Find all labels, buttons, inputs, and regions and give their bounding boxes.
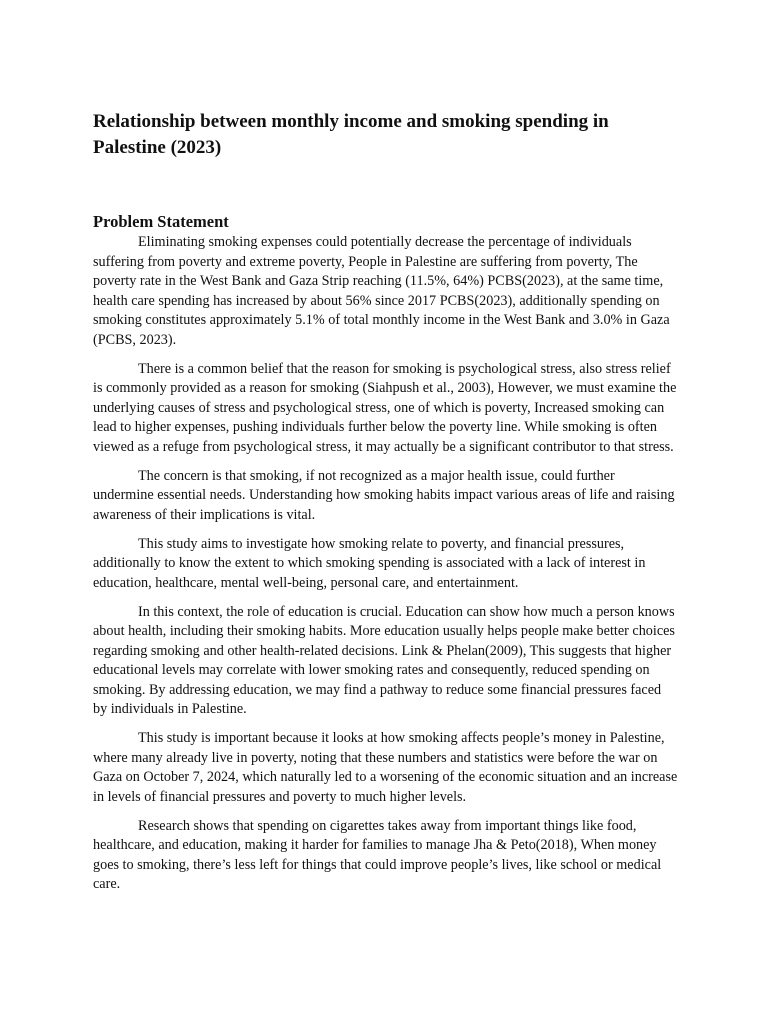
paragraph-line: poverty, Increased smoking can lead to higher expenses, pushing individuals further below: [93, 399, 665, 435]
paragraph-line: monthly income in the West Bank and 3.0% in Gaza (PCBS, 2023).: [93, 312, 670, 348]
paragraph-line: Palestine, where many already live in poverty, noting that these numbers and statistics were: [93, 730, 665, 766]
paragraph-line: Research shows that spending on cigarettes takes away from important things like: [138, 817, 604, 834]
body-paragraph: [93, 535, 678, 594]
paragraph-line: before the war on Gaza on October 7, 2024, which naturally led to a worsening of the: [93, 749, 658, 785]
document-title: [93, 109, 678, 161]
paragraph-line: additionally to know the extent to which smoking spending is associated with a lack of: [93, 555, 586, 571]
paragraph-line: individuals suffering from poverty and extreme poverty, People in Palestine are suffering: [93, 234, 632, 270]
paragraph-line: PCBS(2023), at the same time, health care spending has increased by about 56% since 2017: [93, 273, 664, 309]
body-paragraph: [93, 603, 678, 720]
paragraph-line: and raising awareness of their implications is vital.: [93, 487, 675, 523]
body-paragraph: [93, 817, 678, 895]
body-paragraph: [93, 360, 678, 458]
body-paragraphs: [93, 233, 678, 895]
document-title-line-2: Palestine (2023): [93, 137, 222, 158]
paragraph-line: we must examine the underlying causes of stress and psychological stress, one of which is: [93, 380, 677, 416]
paragraph-line: interest in education, healthcare, mental well-being, personal care, and entertainment.: [93, 555, 646, 591]
paragraph-line: This study aims to investigate how smoking relate to poverty, and financial pressures,: [138, 535, 625, 552]
paragraph-line: Phelan(2009), This suggests that higher educational levels may correlate with lower smoking: [93, 642, 672, 678]
paragraph-line: stress relief is commonly provided as a reason for smoking (Siahpush et al., 2003), However,: [93, 360, 671, 396]
paragraph-line: like school or medical care.: [93, 856, 662, 892]
paragraph-line: undermine essential needs. Understanding how smoking habits impact various areas of life: [93, 487, 609, 503]
paragraph-line: When money goes to smoking, there’s less left for things that could improve people’s lives,: [93, 837, 657, 873]
section-heading-problem-statement: Problem Statement: [93, 212, 229, 231]
paragraph-line: from poverty, The poverty rate in the West Bank and Gaza Strip reaching (11.5%, 64%): [93, 253, 638, 289]
document-page: [93, 109, 678, 904]
paragraph-line: people make better choices regarding smoking and other health-related decisions. Link &: [93, 623, 675, 659]
body-paragraph: [93, 467, 678, 526]
paragraph-line: Eliminating smoking expenses could potentially decrease the percentage of: [138, 234, 566, 250]
body-paragraph: [93, 729, 678, 807]
paragraph-line: higher levels.: [389, 788, 467, 805]
paragraph-line: economic situation and an increase in levels of financial pressures and poverty to much: [93, 769, 678, 805]
paragraph-line: PCBS(2023), additionally spending on smoking constitutes approximately 5.1% of total: [93, 292, 660, 328]
paragraph-line: person knows about health, including their smoking habits. More education usually helps: [93, 603, 675, 639]
paragraph-line: rates and consequently, reduced spending on smoking. By addressing education, we may find: [93, 662, 650, 698]
paragraph-line: This study is important because it looks at how smoking affects people’s money in: [138, 730, 607, 746]
paragraph-line: The concern is that smoking, if not recognized as a major health issue, could further: [138, 467, 615, 484]
paragraph-line: a pathway to reduce some financial pressures faced by individuals in Palestine.: [93, 681, 662, 717]
paragraph-line: In this context, the role of education is crucial. Education can show how much a: [138, 603, 593, 620]
paragraph-line: actually be a significant contributor to that stress.: [394, 438, 674, 455]
paragraph-line: the poverty line. While smoking is often viewed as a refuge from psychological stress, it may: [93, 419, 657, 455]
paragraph-line: food, healthcare, and education, making it harder for families to manage Jha & Peto(2018),: [93, 817, 637, 853]
paragraph-line: There is a common belief that the reason for smoking is psychological stress, also: [138, 360, 603, 377]
document-title-line-1: Relationship between monthly income and smoking spending in: [93, 111, 609, 132]
body-paragraph: [93, 233, 678, 350]
